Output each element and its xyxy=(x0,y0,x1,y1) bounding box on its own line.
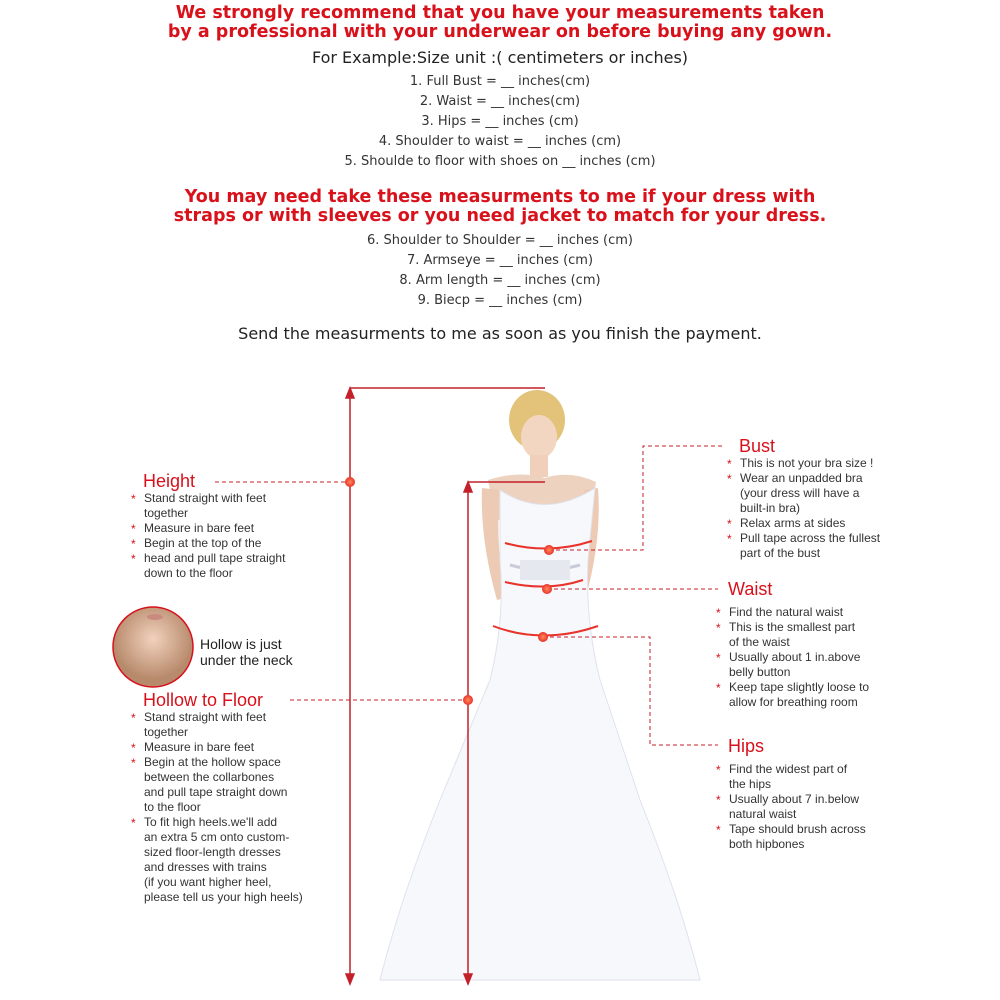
bullet-item: built-in bra) xyxy=(740,501,801,515)
bullet-item: * Keep tape slightly loose to xyxy=(716,680,869,695)
waist-bullets xyxy=(716,605,869,710)
bullet-item: * Find the natural waist xyxy=(716,605,869,620)
bullet-item: * To fit high heels.we'll add xyxy=(131,815,303,830)
bullet-item: of the waist xyxy=(729,635,790,649)
list-item: 9. Biecp = __ inches (cm) xyxy=(417,293,583,308)
hips-bullets xyxy=(716,762,866,852)
list-item: 5. Shoulde to floor with shoes on __ inches (cm) xyxy=(344,154,656,169)
bullet-item: allow for breathing room xyxy=(729,695,858,709)
list-item: 4. Shoulder to waist = __ inches (cm) xyxy=(378,134,622,149)
hollow-bullets xyxy=(131,710,303,905)
hollow-note-line: Hollow is just xyxy=(200,636,282,652)
bullet-item: down to the floor xyxy=(144,566,233,580)
bullet-item: the hips xyxy=(729,777,772,791)
list-item: 1. Full Bust = __ inches(cm) xyxy=(409,74,591,89)
waist-title: Waist xyxy=(728,579,773,599)
list-item: 7. Armseye = __ inches (cm) xyxy=(406,253,594,268)
bullet-item: part of the bust xyxy=(740,546,821,560)
bullet-item: * Find the widest part of xyxy=(716,762,866,777)
warning-line-1: We strongly recommend that you have your measurements taken xyxy=(175,3,825,23)
bullet-item: * Relax arms at sides xyxy=(727,516,880,531)
bullet-item: * Wear an unpadded bra xyxy=(727,471,880,486)
bullet-item: * This is not your bra size ! xyxy=(727,456,880,471)
hollow-title: Hollow to Floor xyxy=(143,690,264,710)
bust-bullets xyxy=(727,456,880,561)
bullet-item: * Usually about 1 in.above xyxy=(716,650,869,665)
bullet-item: to the floor xyxy=(144,800,201,814)
warning2-line-2: straps or with sleeves or you need jacket to match for your dress. xyxy=(173,206,827,226)
bullet-item: * Stand straight with feet xyxy=(131,710,303,725)
list-item: 3. Hips = __ inches (cm) xyxy=(421,114,579,129)
bullet-item: an extra 5 cm onto custom- xyxy=(144,830,290,844)
neck-hollow-photo xyxy=(113,607,193,687)
example-heading: For Example:Size unit :( centimeters or inches) xyxy=(311,48,689,67)
bullet-item: natural waist xyxy=(729,807,797,821)
bullet-item: * head and pull tape straight xyxy=(131,551,285,566)
bullet-item: * This is the smallest part xyxy=(716,620,869,635)
warning-line-2: by a professional with your underwear on before buying any gown. xyxy=(167,22,833,42)
bullet-item: together xyxy=(144,725,189,739)
hips-title: Hips xyxy=(728,736,765,756)
bullet-item: * Measure in bare feet xyxy=(131,740,303,755)
bullet-item: * Tape should brush across xyxy=(716,822,866,837)
bust-title: Bust xyxy=(739,436,776,456)
list-item: 8. Arm length = __ inches (cm) xyxy=(399,273,601,288)
bullet-item: both hipbones xyxy=(729,837,805,851)
bullet-item: (your dress will have a xyxy=(740,486,860,500)
bullet-item: * Begin at the top of the xyxy=(131,536,285,551)
list-item: 6. Shoulder to Shoulder = __ inches (cm) xyxy=(366,233,634,248)
bullet-item: * Measure in bare feet xyxy=(131,521,285,536)
list-item: 2. Waist = __ inches(cm) xyxy=(419,94,581,109)
bullet-item: * Pull tape across the fullest xyxy=(727,531,880,546)
bullet-item: * Stand straight with feet xyxy=(131,491,285,506)
hollow-note-line: under the neck xyxy=(200,652,293,668)
bullet-item: and dresses with trains xyxy=(144,860,267,874)
bullet-item: and pull tape straight down xyxy=(144,785,288,799)
bullet-item: sized floor-length dresses xyxy=(144,845,281,859)
send-note: Send the measurments to me as soon as you finish the payment. xyxy=(238,324,762,343)
height-bullets xyxy=(131,491,285,581)
height-title: Height xyxy=(143,471,196,491)
bullet-item: * Begin at the hollow space xyxy=(131,755,303,770)
bullet-item: (if you want higher heel, xyxy=(144,875,272,889)
bullet-item: belly button xyxy=(729,665,791,679)
bride-figure xyxy=(380,390,700,980)
bullet-item: please tell us your high heels) xyxy=(144,890,303,904)
hollow-note xyxy=(200,636,293,668)
bullet-item: together xyxy=(144,506,189,520)
bullet-item: between the collarbones xyxy=(144,770,275,784)
warning2-line-1: You may need take these measurments to me if your dress with xyxy=(184,187,816,207)
bullet-item: * Usually about 7 in.below xyxy=(716,792,866,807)
